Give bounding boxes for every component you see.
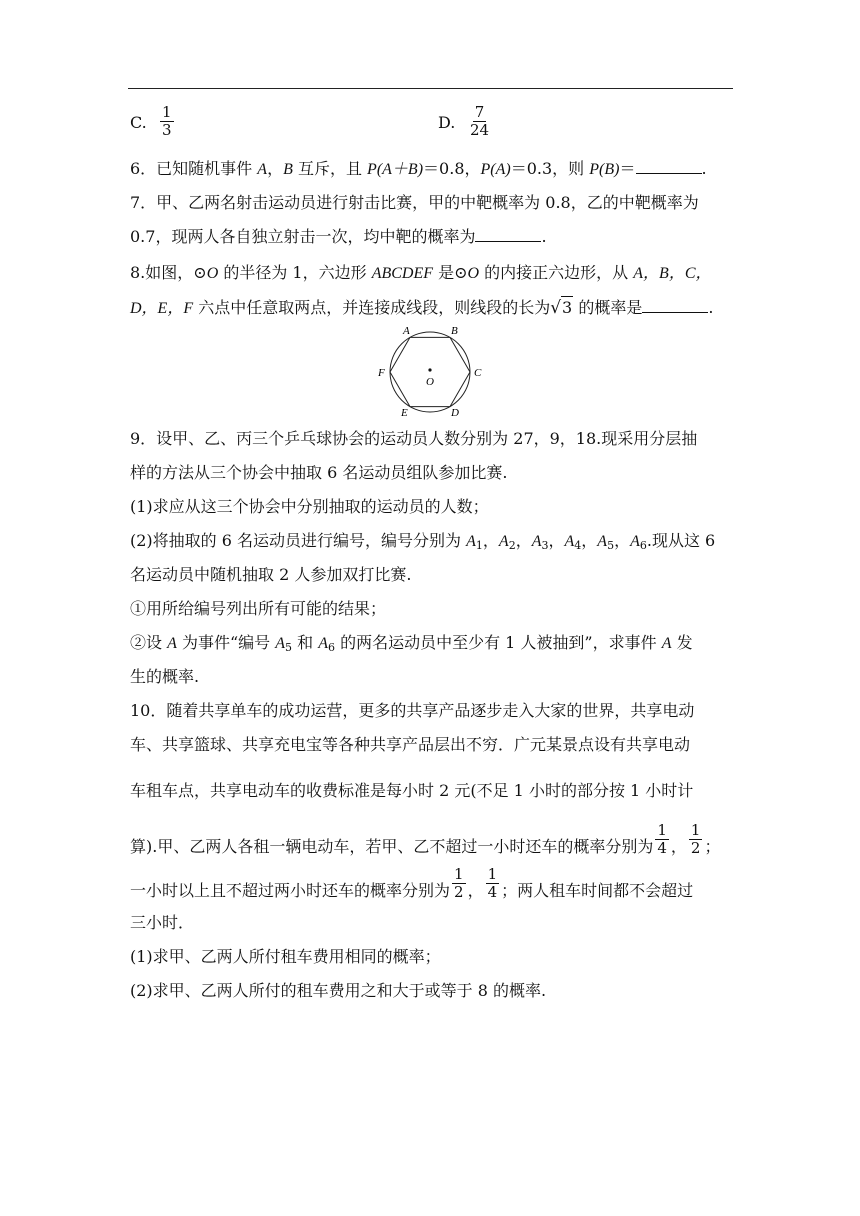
denominator: 2 bbox=[454, 883, 464, 901]
question-10-line-5: 一小时以上且不超过两小时还车的概率分别为 $\frac{1}{2}$ ， $\frac{1}{4}$ ；两人租车时间都不会超过 bbox=[130, 865, 694, 901]
options-row bbox=[130, 104, 733, 144]
question-9-part-1: (1)求应从这三个协会中分别抽取的运动员的人数； bbox=[130, 497, 489, 516]
q6-prob-arg: (B) bbox=[599, 161, 620, 178]
numerator: 1 bbox=[657, 821, 667, 839]
q6-var-a: A bbox=[257, 161, 268, 178]
option-d-label: D. bbox=[438, 113, 456, 132]
option-c-label: C. bbox=[130, 113, 147, 132]
label-f: F bbox=[378, 367, 385, 379]
code-letter: A bbox=[564, 533, 575, 550]
option-d-fraction bbox=[468, 104, 491, 139]
q9-text: 和 bbox=[292, 633, 319, 652]
code-letter: A bbox=[498, 533, 509, 550]
question-10-line-3: 车租车点，共享电动车的收费标准是每小时 2 元(不足 1 小时的部分按 1 小时计 bbox=[130, 781, 694, 800]
center-point bbox=[428, 368, 431, 371]
question-10-line-1: 10．随着共享单车的成功运营，更多的共享产品逐步走入大家的世界，共享电动 bbox=[130, 701, 695, 720]
question-9-sub-2 bbox=[130, 632, 733, 659]
q8-var-o: O bbox=[467, 265, 480, 282]
q8-hexagon-name: ABCDEF bbox=[371, 265, 434, 282]
q8-points: D，E，F bbox=[130, 300, 194, 317]
question-10-line-4: 算).甲、乙两人各租一辆电动车，若甲、乙不超过一小时还车的概率分别为 $\frac{1}{4}$ ， $\frac{1}{2}$ ； bbox=[130, 821, 721, 857]
code-sub: 3 bbox=[541, 539, 549, 552]
radicand: 3 bbox=[562, 298, 573, 317]
q6-var-b: B bbox=[283, 161, 293, 178]
q10-text: ；两人租车时间都不会超过 bbox=[501, 881, 694, 900]
q9-text: 为事件“编号 bbox=[176, 633, 276, 652]
q6-prob-arg: (A＋B) bbox=[376, 161, 424, 178]
code-sub: 2 bbox=[508, 539, 516, 552]
option-c-denominator: 3 bbox=[162, 121, 172, 139]
option-d-numerator: 7 bbox=[474, 103, 485, 121]
q9-text: 的两名运动员中至少有 1 人被抽到”，求事件 bbox=[334, 633, 662, 652]
question-9-line-8: 生的概率. bbox=[130, 667, 200, 686]
event-a: A bbox=[167, 635, 177, 652]
fraction bbox=[452, 866, 466, 901]
fraction bbox=[655, 822, 669, 857]
q6-prob: P bbox=[589, 161, 600, 178]
code-letter: A bbox=[531, 533, 542, 550]
inscribed-hexagon bbox=[390, 337, 470, 406]
denominator: 4 bbox=[657, 839, 667, 857]
code-letter: A bbox=[630, 533, 640, 550]
code-sub: 6 bbox=[327, 641, 335, 654]
label-o: O bbox=[426, 376, 434, 388]
question-10-line-2: 车、共享篮球、共享充电宝等各种共享产品层出不穷．广元某景点设有共享电动 bbox=[130, 735, 691, 754]
code-sub: 1 bbox=[475, 539, 483, 552]
q6-prob: P bbox=[367, 161, 377, 178]
q10-text: ； bbox=[704, 837, 721, 856]
q6-text: . bbox=[701, 159, 707, 178]
denominator: 2 bbox=[690, 839, 701, 857]
numerator: 1 bbox=[454, 865, 464, 883]
question-8-line-1 bbox=[130, 262, 733, 285]
code-letter: A bbox=[597, 533, 608, 550]
question-6 bbox=[130, 158, 733, 181]
q8-var-o: O bbox=[206, 265, 219, 282]
denominator: 4 bbox=[487, 883, 498, 901]
q8-text: 的内接正六边形，从 bbox=[479, 263, 634, 282]
hexagon-circle-figure bbox=[368, 322, 492, 418]
question-9-part-2: (2)将抽取的 6 名运动员进行编号，编号分别为 $A_1$，$A_2$，$A_3$，$A_4$，$A_5$，$A_6$.现从这 6 bbox=[130, 531, 716, 552]
q9-text: (2)将抽取的 6 名运动员进行编号，编号分别为 bbox=[130, 531, 467, 550]
fraction bbox=[486, 866, 500, 901]
code-sub: 4 bbox=[574, 539, 582, 552]
option-d-denominator: 24 bbox=[470, 121, 490, 139]
q8-text: . bbox=[708, 298, 714, 317]
circle-o bbox=[390, 332, 470, 412]
q6-prob-arg: (A) bbox=[490, 161, 511, 178]
fraction bbox=[689, 822, 703, 857]
q9-text: ②设 bbox=[130, 633, 168, 652]
question-10-part-2: (2)求甲、乙两人所付的租车费用之和大于或等于 8 的概率. bbox=[130, 981, 547, 1000]
q7-text: . bbox=[541, 227, 547, 246]
label-c: C bbox=[474, 367, 482, 379]
numerator: 1 bbox=[690, 821, 701, 839]
answer-blank bbox=[636, 159, 702, 174]
answer-blank bbox=[475, 227, 541, 242]
option-c-numerator: 1 bbox=[162, 103, 172, 121]
question-8-line-2 bbox=[130, 296, 733, 320]
question-7-line-2 bbox=[130, 226, 733, 248]
q8-points: A，B，C， bbox=[633, 265, 712, 282]
q8-text: 是⊙ bbox=[433, 263, 468, 282]
q10-text: 算).甲、乙两人各租一辆电动车，若甲、乙不超过一小时还车的概率分别为 bbox=[130, 837, 654, 856]
code-letter: A bbox=[466, 533, 476, 550]
label-d: D bbox=[451, 407, 459, 418]
question-9-line-5: 名运动员中随机抽取 2 人参加双打比赛. bbox=[130, 565, 412, 584]
q10-text: 一小时以上且不超过两小时还车的概率分别为 bbox=[130, 881, 451, 900]
numerator: 1 bbox=[487, 865, 498, 883]
code-letter: A bbox=[275, 635, 286, 652]
radical-sign: √ bbox=[550, 298, 562, 318]
question-7-line-1: 7．甲、乙两名射击运动员进行射击比赛，甲的中靶概率为 0.8，乙的中靶概率为 bbox=[130, 193, 699, 212]
sqrt-expression bbox=[550, 296, 573, 319]
question-9-line-2: 样的方法从三个协会中抽取 6 名运动员组队参加比赛. bbox=[130, 463, 508, 482]
q6-text: 6．已知随机事件 bbox=[130, 159, 258, 178]
code-letter: A bbox=[318, 635, 328, 652]
question-9-line-1: 9．设甲、乙、丙三个乒乓球协会的运动员人数分别为 27，9，18.现采用分层抽 bbox=[130, 429, 698, 448]
code-sub: 6 bbox=[639, 539, 647, 552]
question-10-line-6: 三小时． bbox=[130, 913, 195, 932]
question-10-part-1: (1)求甲、乙两人所付租车费用相同的概率； bbox=[130, 947, 441, 966]
q6-prob: P bbox=[480, 161, 491, 178]
code-sub: 5 bbox=[607, 539, 615, 552]
label-b: B bbox=[451, 325, 458, 337]
event-a: A bbox=[661, 635, 672, 652]
label-e: E bbox=[401, 407, 408, 418]
q6-text: ， bbox=[267, 159, 284, 178]
question-9-sub-1: ①用所给编号列出所有可能的结果； bbox=[130, 599, 387, 618]
q6-text: 互斥，且 bbox=[292, 159, 368, 178]
q9-text: 发 bbox=[671, 633, 693, 652]
label-a: A bbox=[403, 325, 410, 337]
q6-text: ＝0.8， bbox=[423, 159, 481, 178]
q8-text: 的半径为 1，六边形 bbox=[218, 263, 372, 282]
q6-text: ＝ bbox=[619, 159, 636, 178]
option-c-fraction bbox=[160, 104, 174, 139]
q6-text: ＝0.3，则 bbox=[510, 159, 590, 178]
q7-text: 0.7，现两人各自独立射击一次，均中靶的概率为 bbox=[130, 227, 476, 246]
q9-text: .现从这 6 bbox=[646, 531, 716, 550]
code-sub: 5 bbox=[285, 641, 293, 654]
header-rule bbox=[128, 88, 733, 89]
q8-text: 8.如图，⊙ bbox=[130, 263, 207, 282]
answer-blank bbox=[642, 298, 708, 313]
q8-text: 的概率是 bbox=[573, 298, 643, 317]
q8-text: 六点中任意取两点，并连接成线段，则线段的长为 bbox=[193, 298, 551, 317]
